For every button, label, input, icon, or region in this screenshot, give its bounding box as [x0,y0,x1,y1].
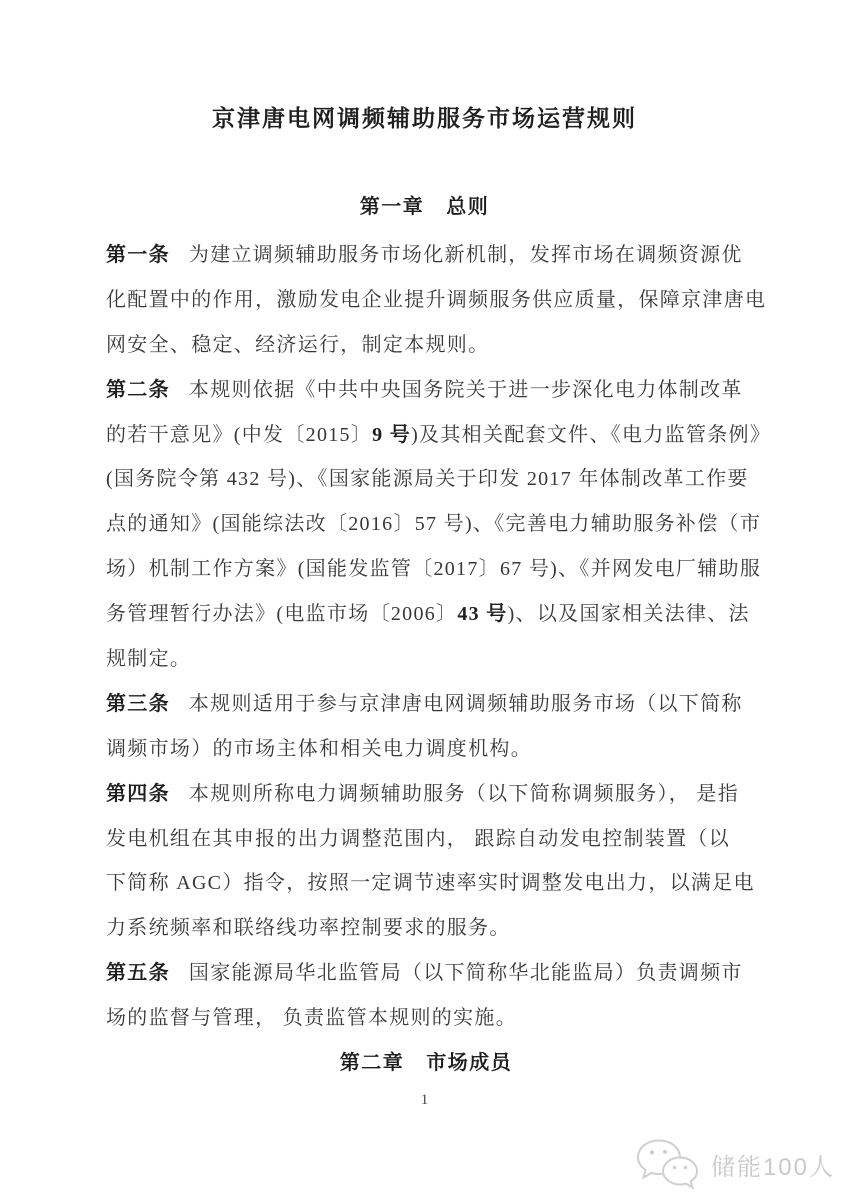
article-line-text: 本规则适用于参与京津唐电网调频辅助服务市场（以下简称 [188,692,743,715]
document-number-bold: 43 号 [457,603,508,626]
chapter-1-heading [0,190,849,219]
article-line-text: 本规则所称电力调频辅助服务（以下简称调频服务）， 是指 [188,782,740,805]
article-5-label: 第五条 [106,962,170,985]
chapter-2-heading [106,1041,746,1086]
article-4-line-2: 发电机组在其申报的出力调整范围内， 跟踪自动发电控制装置（以 [106,827,730,850]
watermark [635,1138,835,1190]
article-1-line-1 [106,233,746,278]
article-1-label: 第一条 [106,244,170,266]
article-4-line-4: 力系统频率和联络线功率控制要求的服务。 [106,917,511,940]
article-line-text: 国家能源局华北监管局（以下简称华北能监局）负责调频市 [188,962,743,985]
watermark-label: 储能100人 [710,1153,835,1181]
chapter-2-title: 市场成员 [426,1052,513,1075]
page-number: 1 [420,1092,429,1108]
document-title: 京津唐电网调频辅助服务市场运营规则 [212,106,637,131]
article-2-line-1 [106,368,746,413]
article-line-text: 为建立调频辅助服务市场化新机制，发挥市场在调频资源优 [188,244,743,266]
article-2-line-3: (国务院令第 432 号)、《国家能源局关于印发 2017 年体制改革工作要 [106,468,749,491]
article-1-line-3: 网安全、稳定、经济运行，制定本规则。 [106,333,490,356]
chapter-1-title: 总则 [446,196,490,218]
article-line-text: 的若干意见》(中发〔2015〕 [106,423,373,446]
article-4-label: 第四条 [106,782,170,805]
article-1-line-2: 化配置中的作用，激励发电企业提升调频服务供应质量，保障京津唐电 [106,288,767,311]
article-2-line-6 [106,592,750,637]
article-3-label: 第三条 [106,692,170,715]
article-4-line-3: 下简称 AGC）指令，按照一定调节速率实时调整发电出力，以满足电 [106,872,755,895]
chapter-1-number: 第一章 [359,196,425,218]
article-5-line-1 [106,951,746,996]
article-line-text: )、以及国家相关法律、法 [507,603,750,626]
document-number-bold: 9 号 [372,423,412,446]
article-3-line-2: 调频市场）的市场主体和相关电力调度机构。 [106,737,532,760]
document-body [106,233,772,1086]
article-line-text: )及其相关配套文件、《电力监管条例》 [411,423,772,446]
article-line-text: 务管理暂行办法》(电监市场〔2006〕 [106,603,458,626]
article-2-label: 第二条 [106,378,170,401]
article-2-line-5: 场）机制工作方案》(国能发监管〔2017〕67 号)、《并网发电厂辅助服 [106,558,762,581]
article-5-line-2: 场的监督与管理， 负责监管本规则的实施。 [106,1007,517,1030]
article-2-line-2 [106,413,772,458]
wechat-logo-icon [635,1138,699,1190]
article-line-text: 本规则依据《中共中央国务院关于进一步深化电力体制改革 [188,378,743,401]
article-3-line-1 [106,682,746,727]
chapter-2-number: 第二章 [339,1052,405,1075]
article-2-line-4: 点的通知》(国能综法改〔2016〕57 号)、《完善电力辅助服务补偿（市 [106,513,762,536]
article-2-line-7: 规制定。 [106,648,192,671]
article-4-line-1 [106,772,746,817]
